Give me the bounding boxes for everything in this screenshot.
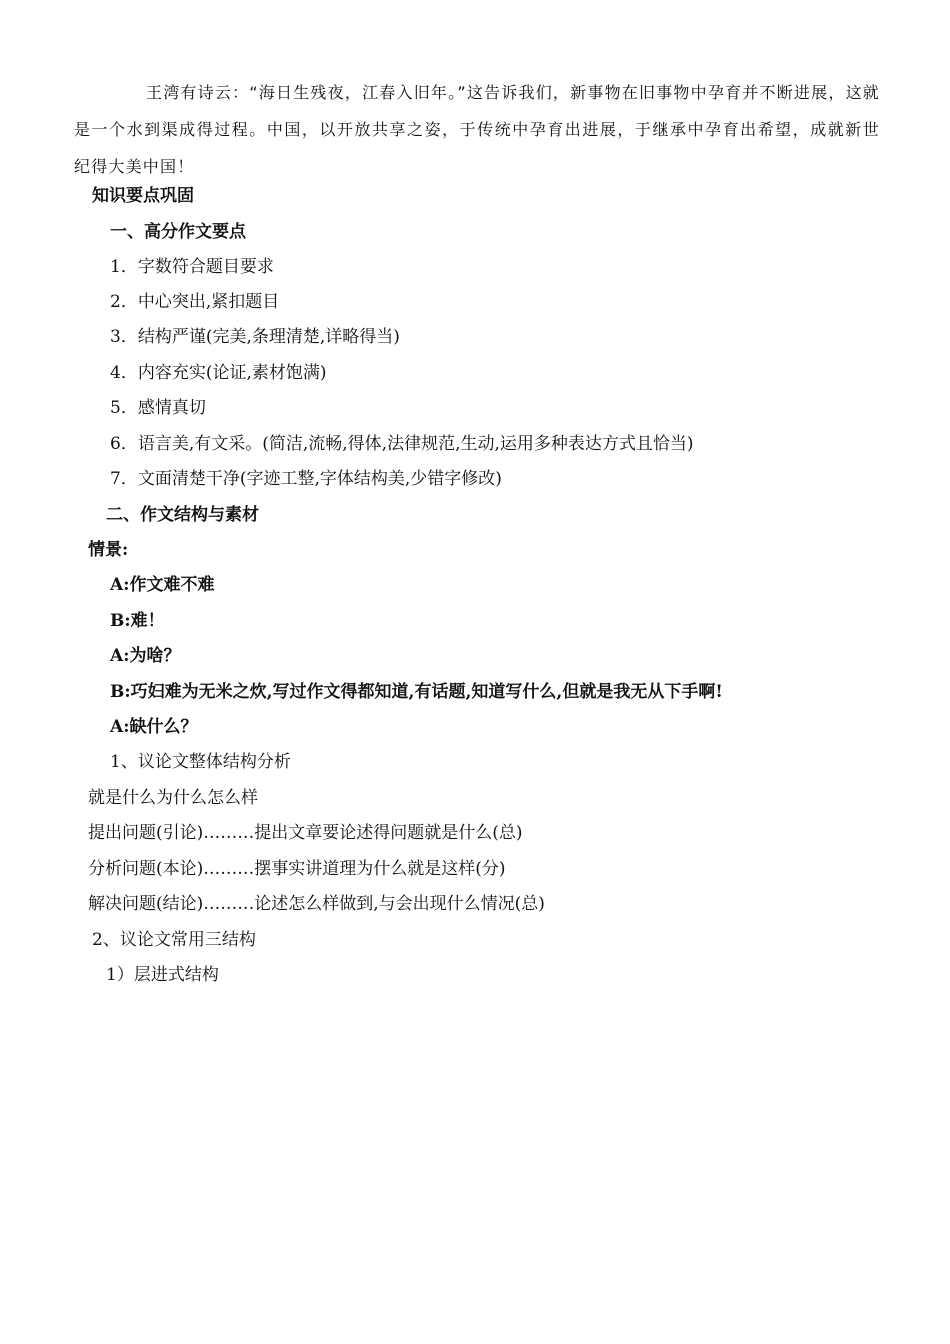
point-item: 6．语言美,有文采。(简洁,流畅,得体,法律规范,生动,运用多种表达方式且恰当): [110, 434, 694, 454]
point-item: 4．内容充实(论证,素材饱满): [110, 363, 327, 383]
point-item: 7．文面清楚干净(字迹工整,字体结构美,少错字修改): [110, 469, 502, 489]
analysis-line: 分析问题(本论)………摆事实讲道理为什么就是这样(分): [88, 859, 506, 879]
section-title: 知识要点巩固: [92, 186, 194, 206]
point-item: 1．字数符合题目要求: [110, 257, 274, 277]
scene-label: 情景:: [88, 540, 129, 560]
analysis-line: 解决问题(结论)………论述怎么样做到,与会出现什么情况(总): [88, 894, 545, 914]
analysis-title: 1、议论文整体结构分析: [110, 752, 291, 772]
dialogue-line: B:难！: [110, 611, 165, 631]
dialogue-line: A:为啥？: [110, 646, 181, 666]
analysis-line: 提出问题(引论)………提出文章要论述得问题就是什么(总): [88, 823, 523, 843]
common-structures-title: 2、议论文常用三结构: [92, 930, 256, 950]
point-item: 5．感情真切: [110, 398, 206, 418]
intro-paragraph: 王湾有诗云：“海日生残夜，江春入旧年。”这告诉我们，新事物在旧事物中孕育并不断进展，这就是一个水到渠成得过程。中国，以开放共享之姿，于传统中孕育出进展，于继承中孕育出希望，成就新世纪得大美中国！: [74, 83, 880, 176]
structure-item: 1）层进式结构: [106, 965, 219, 985]
point-item: 2．中心突出,紧扣题目: [110, 292, 280, 312]
point-item: 3．结构严谨(完美,条理清楚,详略得当): [110, 327, 400, 347]
part2-title: 二、作文结构与素材: [106, 505, 259, 525]
dialogue-line: A:作文难不难: [110, 575, 215, 595]
part1-title: 一、高分作文要点: [110, 222, 246, 242]
dialogue-line: A:缺什么？: [110, 717, 198, 737]
dialogue-line: B:巧妇难为无米之炊,写过作文得都知道,有话题,知道写什么,但就是我无从下手啊!: [110, 682, 723, 702]
analysis-line: 就是什么为什么怎么样: [88, 788, 258, 808]
